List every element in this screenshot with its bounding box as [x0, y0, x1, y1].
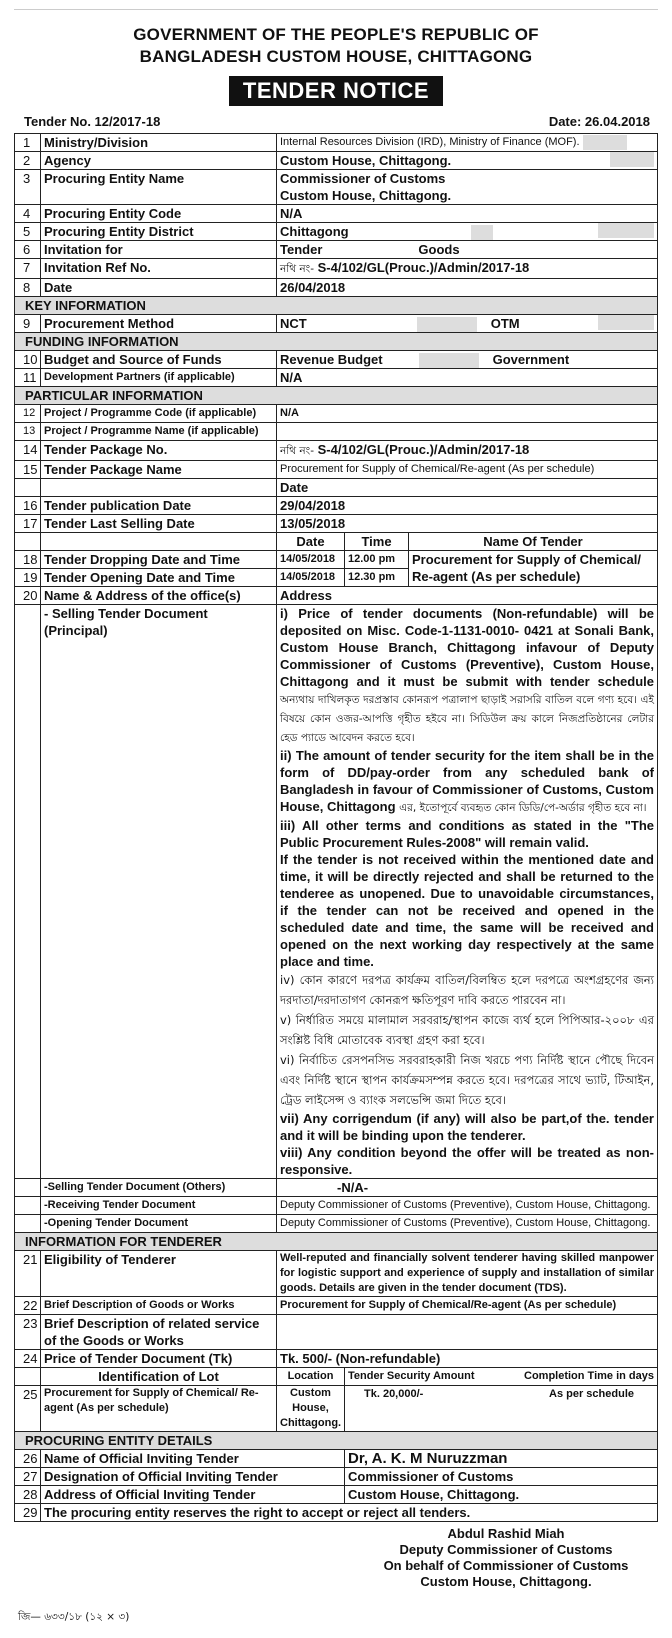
row-label: Name & Address of the office(s) [41, 587, 277, 605]
row-value: N/A [277, 369, 658, 387]
table-row [15, 1350, 658, 1368]
tender-number: Tender No. 12/2017-18 [24, 114, 161, 129]
header-line-1: GOVERNMENT OF THE PEOPLE'S REPUBLIC OF [133, 25, 539, 44]
header-line-2: BANGLADESH CUSTOM HOUSE, CHITTAGONG [139, 47, 533, 66]
row-label: Tender Opening Date and Time [41, 569, 277, 587]
table-row [15, 1215, 658, 1233]
term-7: vi) নির্বাচিত রেসপনসিভ সরবরাহকারী নিজ খরচে পণ্য নির্দিষ্ট স্থানে পৌছে দিবেন এবং নির্দিষ্ট স্থানে স্থাপন কার্যক্রমসম্পন্ন করতে হবে। দরপত্রের সাথে ভ্যাট, টিআইন, ট্রেড লাইসেন্স ও ব্যাংক সলভেন্সি জমা দিতে হবে। [280, 1053, 654, 1108]
row-value: Tk. 500/- (Non-refundable) [277, 1350, 658, 1368]
table-row [15, 1450, 658, 1468]
table-row [15, 170, 658, 205]
row-label: Tender Last Selling Date [41, 515, 277, 533]
term-5: iv) কোন কারণে দরপত্র কার্যক্রম বাতিল/বিলম্বিত হলে দরপত্রে অংশগ্রহণের জন্য দরদাতা/দরদাতাগণ কোনরূপ ক্ষতিপূরণ দাবি করতে পারবেন না। [280, 973, 654, 1008]
table-row [15, 587, 658, 605]
signatory-name: Abdul Rashid Miah [447, 1526, 565, 1542]
table-row [15, 369, 658, 387]
section-header: INFORMATION FOR TENDERER [15, 1233, 658, 1251]
row-value [277, 423, 658, 441]
row-value: -N/A- [277, 1179, 658, 1197]
table-row [15, 605, 658, 1179]
tender-notice-page [14, 0, 658, 1638]
row-number: 18 [15, 551, 41, 569]
table-row [15, 1297, 658, 1315]
row-value: Address [277, 587, 658, 605]
row-value: Tender Goods [277, 241, 658, 259]
table-row [15, 134, 658, 152]
row-number: 13 [15, 423, 41, 441]
govt-header [14, 24, 658, 68]
col-lot: Identification of Lot [41, 1368, 277, 1386]
row-value: N/A [277, 405, 658, 423]
row-number: 28 [15, 1486, 41, 1504]
table-row [15, 315, 658, 333]
top-border [14, 0, 658, 10]
section-header: FUNDING INFORMATION [15, 333, 658, 351]
col-security-time: Tender Security Amount Completion Time in days [345, 1368, 658, 1386]
row-number: 14 [15, 441, 41, 461]
signatory-behalf: On behalf of Commissioner of Customs [383, 1558, 629, 1574]
signature-block [354, 1526, 658, 1590]
row-value: Custom House, Chittagong. [345, 1486, 658, 1504]
row-number: 26 [15, 1450, 41, 1468]
signatory-address: Custom House, Chittagong. [420, 1574, 592, 1590]
table-row [15, 1368, 658, 1386]
section-header: PROCURING ENTITY DETAILS [15, 1432, 658, 1450]
date-header: Date [277, 479, 658, 497]
table-row [15, 351, 658, 369]
term-3: iii) All other terms and conditions as stated in the "The Public Procurement Rules-2008" will remain valid. [280, 818, 654, 851]
row-label: Price of Tender Document (Tk) [41, 1350, 277, 1368]
row-number: 1 [15, 134, 41, 152]
col-date: Date [277, 533, 345, 551]
row-value: নথি নং- S-4/102/GL(Prouc.)/Admin/2017-18 [277, 259, 658, 279]
row-label: Development Partners (if applicable) [41, 369, 277, 387]
table-row [15, 533, 658, 551]
row-label: -Receiving Tender Document [41, 1197, 277, 1215]
row-label: -Opening Tender Document [41, 1215, 277, 1233]
row-number: 3 [15, 170, 41, 205]
tender-table [14, 133, 658, 1522]
tender-name: Procurement for Supply of Chemical/ Re-agent (As per schedule) [409, 551, 658, 587]
signatory-designation: Deputy Commissioner of Customs [399, 1542, 613, 1558]
row-value: Commissioner of Customs [345, 1468, 658, 1486]
table-row [15, 551, 658, 569]
row-number: 29 [15, 1504, 41, 1522]
row-value: Dr, A. K. M Nuruzzman [345, 1450, 658, 1468]
selling-principal: - Selling Tender Document (Principal) [41, 605, 277, 1179]
row-label: Ministry/Division [41, 134, 277, 152]
row-label: Brief Description of Goods or Works [41, 1297, 277, 1315]
row-value: Deputy Commissioner of Customs (Preventive), Custom House, Chittagong. [277, 1215, 658, 1233]
row-value: Procurement for Supply of Chemical/Re-agent (As per schedule) [277, 1297, 658, 1315]
row-date: 14/05/2018 [277, 551, 345, 569]
table-row [15, 259, 658, 279]
col-time: Time [345, 533, 409, 551]
row-value: 26/04/2018 [277, 279, 658, 297]
row-value: NCT OTM [277, 315, 658, 333]
term-1: i) Price of tender documents (Non-refundable) will be deposited on Misc. Code-1-1131-0010- 0421 at Sonali Bank, Custom House Branch, Chittagong infavour of Deputy Commissioner of Customs (Preventive), Custom House, Chittagong and it must be submit with tender schedule [280, 606, 654, 690]
table-row [15, 497, 658, 515]
row-label: Date [41, 279, 277, 297]
table-row [15, 461, 658, 479]
row-value: N/A [277, 205, 658, 223]
notice-date: Date: 26.04.2018 [548, 114, 650, 129]
row-label: Brief Description of related service of the Goods or Works [41, 1315, 277, 1350]
row-number: 22 [15, 1297, 41, 1315]
row-time: 12.30 pm [345, 569, 409, 587]
table-row [15, 152, 658, 170]
table-row [15, 1197, 658, 1215]
table-row [15, 223, 658, 241]
row-label: Procuring Entity Code [41, 205, 277, 223]
row-number: 2 [15, 152, 41, 170]
row-number: 7 [15, 259, 41, 279]
term-9: viii) Any condition beyond the offer will be treated as non-responsive. [280, 1145, 654, 1178]
table-row [15, 1251, 658, 1297]
table-row [15, 515, 658, 533]
footer-code: জি— ৬৩৩/১৮ (১২ × ৩) [18, 1611, 130, 1623]
tender-meta [24, 114, 650, 129]
term-1-bn: অন্যথায় দাখিলকৃত দরপ্রস্তাব কোনরূপ পত্রালাপ ছাড়াই সরাসরি বাতিল বলে গণ্য হবে। এই বিষয়ে কোন ওজর-আপত্তি গৃহীত হইবে না। সিডিউল ক্রয় কালে নিজপ্রতিষ্ঠানের লেটার হেড প্যাডে আবেদন করতে হবে। [280, 694, 654, 745]
lot-security-time: Tk. 20,000/- As per schedule [345, 1386, 658, 1432]
row-value: Revenue Budget Government [277, 351, 658, 369]
row-time: 12.00 pm [345, 551, 409, 569]
row-value: Procurement for Supply of Chemical/Re-agent (As per schedule) [277, 461, 658, 479]
row-number: 12 [15, 405, 41, 423]
row-number: 20 [15, 587, 41, 605]
table-row [15, 405, 658, 423]
table-row [15, 1179, 658, 1197]
row-value: Deputy Commissioner of Customs (Preventive), Custom House, Chittagong. [277, 1197, 658, 1215]
table-row [15, 1386, 658, 1432]
row-label: Address of Official Inviting Tender [41, 1486, 345, 1504]
row-label: Tender Dropping Date and Time [41, 551, 277, 569]
row-number: 24 [15, 1350, 41, 1368]
row-label: Project / Programme Code (if applicable) [41, 405, 277, 423]
row-label: Tender publication Date [41, 497, 277, 515]
row-number: 10 [15, 351, 41, 369]
lot-location: Custom House, Chittagong. [277, 1386, 345, 1432]
row-number: 15 [15, 461, 41, 479]
row-label: Project / Programme Name (if applicable) [41, 423, 277, 441]
row-number: 23 [15, 1315, 41, 1350]
row-label: Agency [41, 152, 277, 170]
row-value: Internal Resources Division (IRD), Ministry of Finance (MOF). [277, 134, 658, 152]
row-number: 27 [15, 1468, 41, 1486]
row-value: The procuring entity reserves the right to accept or reject all tenders. [41, 1504, 658, 1522]
row-number: 17 [15, 515, 41, 533]
row-number: 4 [15, 205, 41, 223]
row-value: Well-reputed and financially solvent tenderer having skilled manpower for logistic support and experience of supply and installation of similar goods. Details are given in the tender document (TDS). [277, 1251, 658, 1297]
table-row [15, 1315, 658, 1350]
row-date: 14/05/2018 [277, 569, 345, 587]
row-label: Tender Package Name [41, 461, 277, 479]
table-row [15, 1486, 658, 1504]
col-location: Location [277, 1368, 345, 1386]
table-row [15, 1504, 658, 1522]
row-number: 19 [15, 569, 41, 587]
table-row [15, 1468, 658, 1486]
row-label: -Selling Tender Document (Others) [41, 1179, 277, 1197]
section-header: KEY INFORMATION [15, 297, 658, 315]
term-8: vii) Any corrigendum (if any) will also be part,of the. tender and it will be binding upon the tenderer. [280, 1111, 654, 1144]
table-row [15, 423, 658, 441]
row-label: Invitation Ref No. [41, 259, 277, 279]
page-title: TENDER NOTICE [229, 76, 443, 106]
term-2-bn: এর, ইতোপূর্বে ব্যবহৃত কোন ডিডি/পে-অর্ডার গৃহীত হবে না। [399, 802, 647, 815]
term-6: v) নির্ধারিত সময়ে মালামাল সরবরাহ/স্থাপন কাজে ব্যর্থ হলে পিপিআর-২০০৮ এর সংশ্লিষ্ট বিধি মোতাবেক ব্যবস্থা গ্রহণ করা হবে। [280, 1013, 654, 1048]
row-label: Tender Package No. [41, 441, 277, 461]
table-row [15, 205, 658, 223]
row-label: Eligibility of Tenderer [41, 1251, 277, 1297]
row-value: Custom House, Chittagong. [277, 152, 658, 170]
row-label: Budget and Source of Funds [41, 351, 277, 369]
row-value: নথি নং- S-4/102/GL(Prouc.)/Admin/2017-18 [277, 441, 658, 461]
row-number: 25 [15, 1386, 41, 1432]
section-header: PARTICULAR INFORMATION [15, 387, 658, 405]
row-label: Designation of Official Inviting Tender [41, 1468, 345, 1486]
row-label: Procuring Entity District [41, 223, 277, 241]
row-value: Chittagong [277, 223, 658, 241]
term-4: If the tender is not received within the mentioned date and time, it will be directly rejected and shall be returned to the tenderee as unopened. Due to unavoidable circumstances, if the tender can not be received and opened in the scheduled date and time, the same will be received and opened on the next working day respectively at the same place and time. [280, 852, 654, 970]
term-2: ii) The amount of tender security for the item shall be in the form of DD/pay-order from any scheduled bank of Bangladesh in favour of Commissioner of Customs, Custom House, Chittagong [280, 748, 654, 815]
row-number: 6 [15, 241, 41, 259]
col-tender-name: Name Of Tender [409, 533, 658, 551]
row-number: 16 [15, 497, 41, 515]
row-label: Procurement Method [41, 315, 277, 333]
lot-name: Procurement for Supply of Chemical/ Re-agent (As per schedule) [41, 1386, 277, 1432]
row-number: 9 [15, 315, 41, 333]
row-value: 29/04/2018 [277, 497, 658, 515]
table-row [15, 479, 658, 497]
table-row [15, 441, 658, 461]
row-label: Invitation for [41, 241, 277, 259]
row-number: 8 [15, 279, 41, 297]
row-value: 13/05/2018 [277, 515, 658, 533]
row-number: 21 [15, 1251, 41, 1297]
table-row [15, 279, 658, 297]
terms-block [277, 605, 658, 1179]
row-value [277, 1315, 658, 1350]
row-number: 11 [15, 369, 41, 387]
row-value: Commissioner of Customs Custom House, Chittagong. [277, 170, 658, 205]
row-number: 5 [15, 223, 41, 241]
row-label: Procuring Entity Name [41, 170, 277, 205]
table-row [15, 241, 658, 259]
row-label: Name of Official Inviting Tender [41, 1450, 345, 1468]
